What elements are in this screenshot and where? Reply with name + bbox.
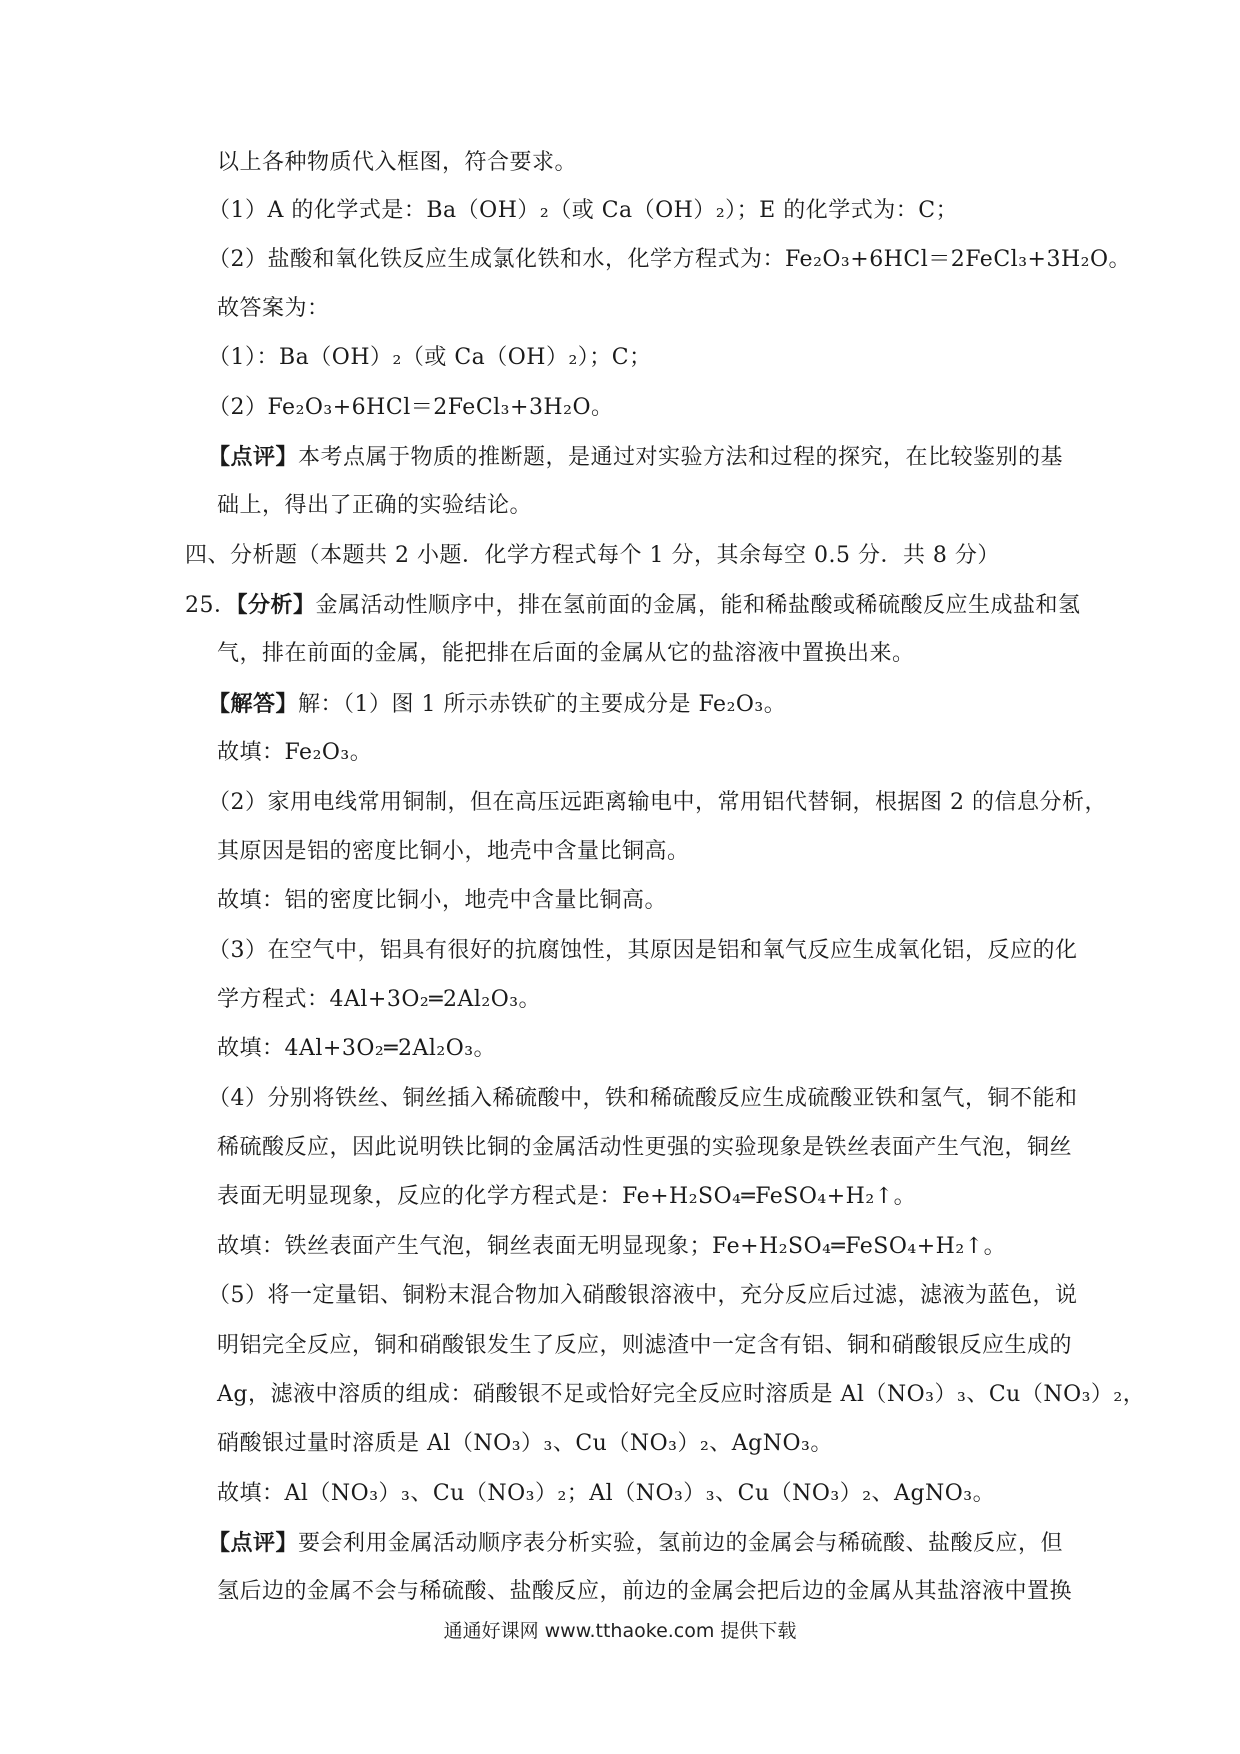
question-number: 25． bbox=[185, 593, 237, 618]
text-line: 稀硫酸反应，因此说明铁比铜的金属活动性更强的实验现象是铁丝表面产生气泡，铜丝 bbox=[217, 1135, 1073, 1160]
text-line: 础上，得出了正确的实验结论。 bbox=[217, 493, 533, 518]
text-line: 气，排在前面的金属，能把排在后面的金属从它的盐溶液中置换出来。 bbox=[217, 641, 915, 666]
text-line: （2）家用电线常用铜制，但在高压远距离输电中，常用铝代替铜，根据图 2 的信息分析， bbox=[208, 790, 1107, 815]
analysis-tag: 【分析】 bbox=[236, 592, 316, 618]
text-line: 明铝完全反应，铜和硝酸银发生了反应，则滤渣中一定含有铝、铜和硝酸银反应生成的 bbox=[217, 1333, 1073, 1358]
text-line: 故填：Al（NO₃）₃、Cu（NO₃）₂；Al（NO₃）₃、Cu（NO₃）₂、AgNO₃。 bbox=[217, 1481, 996, 1506]
comment-line bbox=[208, 1528, 1063, 1559]
section-heading: 四、分析题（本题共 2 小题．化学方程式每个 1 分，其余每空 0.5 分．共 8 分） bbox=[185, 543, 1000, 568]
comment-tag: 【点评】 bbox=[208, 444, 299, 470]
answer-line bbox=[208, 689, 786, 720]
text-line: （1）：Ba（OH）₂（或 Ca（OH）₂）；C； bbox=[208, 345, 652, 370]
text-line: 故答案为： bbox=[217, 296, 330, 321]
text-line: 硝酸银过量时溶质是 Al（NO₃）₃、Cu（NO₃）₂、AgNO₃。 bbox=[217, 1431, 833, 1456]
text-line: 故填：铝的密度比铜小，地壳中含量比铜高。 bbox=[217, 888, 668, 913]
analysis-text: 金属活动性顺序中，排在氢前面的金属，能和稀盐酸或稀硫酸反应生成盐和氢 bbox=[315, 593, 1081, 618]
text-line: 故填：Fe₂O₃。 bbox=[217, 740, 373, 765]
comment-text: 要会利用金属活动顺序表分析实验，氢前边的金属会与稀硫酸、盐酸反应，但 bbox=[298, 1531, 1064, 1556]
text-line: （2）盐酸和氧化铁反应生成氯化铁和水，化学方程式为：Fe₂O₃+6HCl＝2FeCl₃+3H₂O。 bbox=[208, 247, 1131, 272]
comment-line bbox=[208, 442, 1063, 473]
page-footer: 通通好课网 www.tthaoke.com 提供下载 bbox=[443, 1620, 797, 1642]
text-line: （5）将一定量铝、铜粉末混合物加入硝酸银溶液中，充分反应后过滤，滤液为蓝色，说 bbox=[208, 1283, 1078, 1308]
text-line: 以上各种物质代入框图，符合要求。 bbox=[217, 150, 578, 175]
answer-text: 解：（1）图 1 所示赤铁矿的主要成分是 Fe₂O₃。 bbox=[298, 692, 787, 717]
text-line: 氢后边的金属不会与稀硫酸、盐酸反应，前边的金属会把后边的金属从其盐溶液中置换 bbox=[217, 1579, 1073, 1604]
text-line: 其原因是铝的密度比铜小，地壳中含量比铜高。 bbox=[217, 839, 690, 864]
text-line: 故填：4Al+3O₂═2Al₂O₃。 bbox=[217, 1036, 497, 1061]
text-line: （1）A 的化学式是：Ba（OH）₂（或 Ca（OH）₂）；E 的化学式为：C； bbox=[208, 198, 959, 223]
text-line: Ag，滤液中溶质的组成：硝酸银不足或恰好完全反应时溶质是 Al（NO₃）₃、Cu（NO₃）₂， bbox=[217, 1382, 1146, 1407]
text-line: 故填：铁丝表面产生气泡，铜丝表面无明显现象；Fe+H₂SO₄═FeSO₄+H₂↑。 bbox=[217, 1234, 1007, 1259]
comment-text: 本考点属于物质的推断题，是通过对实验方法和过程的探究，在比较鉴别的基 bbox=[298, 445, 1064, 470]
text-line: 表面无明显现象，反应的化学方程式是：Fe+H₂SO₄═FeSO₄+H₂↑。 bbox=[217, 1184, 917, 1209]
answer-tag: 【解答】 bbox=[208, 691, 299, 717]
comment-tag: 【点评】 bbox=[208, 1530, 299, 1556]
text-line: 学方程式：4Al+3O₂═2Al₂O₃。 bbox=[217, 987, 542, 1012]
text-line: （2）Fe₂O₃+6HCl＝2FeCl₃+3H₂O。 bbox=[208, 395, 614, 420]
question-line bbox=[185, 590, 1081, 621]
text-line: （4）分别将铁丝、铜丝插入稀硫酸中，铁和稀硫酸反应生成硫酸亚铁和氢气，铜不能和 bbox=[208, 1086, 1078, 1111]
text-line: （3）在空气中，铝具有很好的抗腐蚀性，其原因是铝和氧气反应生成氧化铝，反应的化 bbox=[208, 938, 1078, 963]
